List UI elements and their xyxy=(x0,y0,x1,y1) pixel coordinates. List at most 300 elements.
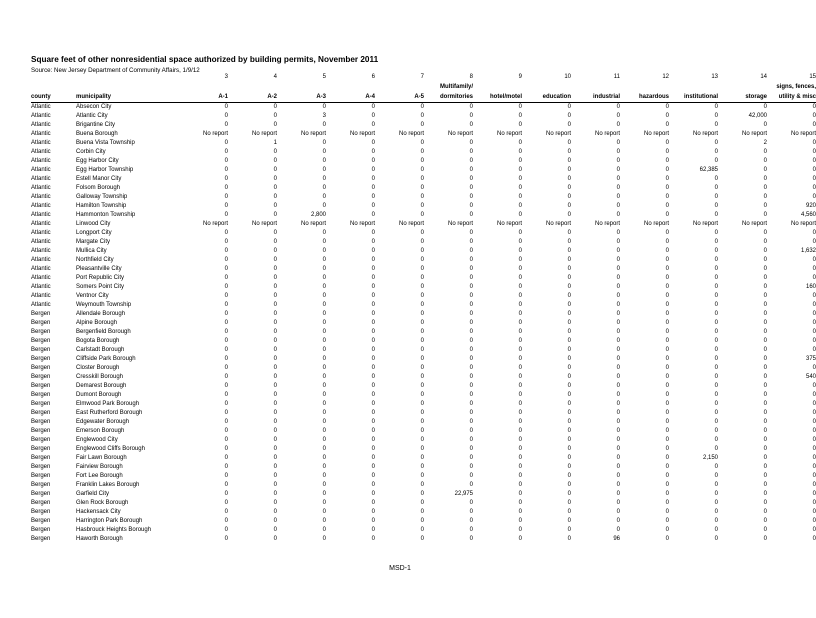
value-cell: 0 xyxy=(469,149,473,155)
value-cell: 0 xyxy=(763,266,767,272)
value-cell: 0 xyxy=(567,104,571,110)
value-cell: 0 xyxy=(322,437,326,443)
value-cell: 0 xyxy=(371,392,375,398)
value-cell: 0 xyxy=(273,257,277,263)
value-cell: 0 xyxy=(224,266,228,272)
value-cell: 0 xyxy=(371,338,375,344)
value-cell: 0 xyxy=(518,347,522,353)
value-cell: 0 xyxy=(812,185,816,191)
value-cell: 0 xyxy=(322,248,326,254)
county-cell: Atlantic xyxy=(31,194,51,200)
municipality-cell: Egg Harbor Township xyxy=(76,167,134,173)
value-cell: 0 xyxy=(567,536,571,542)
value-cell: 0 xyxy=(763,275,767,281)
county-cell: Bergen xyxy=(31,491,51,497)
header-cell: A-3 xyxy=(277,92,326,103)
value-cell: 22,975 xyxy=(454,491,473,497)
value-cell: 0 xyxy=(518,203,522,209)
municipality-cell: Bogota Borough xyxy=(76,338,120,344)
report-title: Square feet of other nonresidential space authorized by building permits, November 2011 xyxy=(31,55,379,64)
value-cell: No report xyxy=(545,221,571,227)
table-row xyxy=(31,328,816,337)
value-cell: 0 xyxy=(224,338,228,344)
value-cell: 0 xyxy=(518,536,522,542)
value-cell: 0 xyxy=(665,428,669,434)
county-cell: Atlantic xyxy=(31,302,51,308)
municipality-cell: Fort Lee Borough xyxy=(76,473,123,479)
value-cell: 0 xyxy=(714,509,718,515)
value-cell: 0 xyxy=(371,455,375,461)
value-cell: 0 xyxy=(714,203,718,209)
municipality-cell: Cresskill Borough xyxy=(76,374,124,380)
value-cell: 0 xyxy=(322,482,326,488)
county-cell: Bergen xyxy=(31,446,51,452)
county-cell: Bergen xyxy=(31,437,51,443)
value-cell: 0 xyxy=(224,509,228,515)
value-cell: 0 xyxy=(763,464,767,470)
county-cell: Atlantic xyxy=(31,248,51,254)
value-cell: 0 xyxy=(616,113,620,119)
value-cell: 0 xyxy=(371,149,375,155)
value-cell: 0 xyxy=(616,401,620,407)
value-cell: 0 xyxy=(567,149,571,155)
county-cell: Bergen xyxy=(31,410,51,416)
value-cell: 0 xyxy=(763,158,767,164)
county-cell: Atlantic xyxy=(31,257,51,263)
value-cell: 0 xyxy=(616,230,620,236)
value-cell: 0 xyxy=(322,428,326,434)
county-cell: Bergen xyxy=(31,509,51,515)
header-top-cell xyxy=(522,83,571,92)
table-row xyxy=(31,400,816,409)
value-cell: 0 xyxy=(322,284,326,290)
value-cell: 0 xyxy=(469,185,473,191)
value-cell: 0 xyxy=(812,149,816,155)
header-top-cell xyxy=(277,83,326,92)
value-cell: 0 xyxy=(665,446,669,452)
value-cell: 0 xyxy=(518,482,522,488)
value-cell: No report xyxy=(202,221,228,227)
municipality-cell: Closter Borough xyxy=(76,365,120,371)
value-cell: 0 xyxy=(469,122,473,128)
table-row xyxy=(31,508,816,517)
value-cell: 0 xyxy=(665,509,669,515)
value-cell: No report xyxy=(251,221,277,227)
value-cell: 0 xyxy=(812,275,816,281)
value-cell: 0 xyxy=(371,140,375,146)
value-cell: 0 xyxy=(273,536,277,542)
value-cell: 0 xyxy=(420,338,424,344)
value-cell: 0 xyxy=(420,401,424,407)
value-cell: 0 xyxy=(322,500,326,506)
value-cell: 0 xyxy=(469,329,473,335)
county-cell: Bergen xyxy=(31,473,51,479)
municipality-cell: Demarest Borough xyxy=(76,383,127,389)
county-cell: Atlantic xyxy=(31,293,51,299)
value-cell: 0 xyxy=(714,500,718,506)
value-cell: 0 xyxy=(469,158,473,164)
value-cell: 0 xyxy=(273,365,277,371)
value-cell: 0 xyxy=(812,473,816,479)
value-cell: 0 xyxy=(518,104,522,110)
value-cell: 0 xyxy=(763,482,767,488)
value-cell: 0 xyxy=(567,383,571,389)
value-cell: 0 xyxy=(518,527,522,533)
value-cell: 0 xyxy=(371,185,375,191)
value-cell: 0 xyxy=(420,320,424,326)
column-number: 14 xyxy=(760,74,767,80)
value-cell: 0 xyxy=(763,293,767,299)
value-cell: 0 xyxy=(371,383,375,389)
value-cell: 0 xyxy=(322,185,326,191)
value-cell: 0 xyxy=(812,311,816,317)
value-cell: 0 xyxy=(714,230,718,236)
county-cell: Atlantic xyxy=(31,221,51,227)
table-row xyxy=(31,175,816,184)
value-cell: 0 xyxy=(420,113,424,119)
value-cell: 0 xyxy=(469,176,473,182)
municipality-cell: Elmwood Park Borough xyxy=(76,401,140,407)
municipality-cell: Harrington Park Borough xyxy=(76,518,143,524)
value-cell: 0 xyxy=(812,329,816,335)
value-cell: 0 xyxy=(518,329,522,335)
value-cell: 0 xyxy=(812,167,816,173)
value-cell: 0 xyxy=(371,365,375,371)
value-cell: 0 xyxy=(273,347,277,353)
county-cell: Bergen xyxy=(31,329,51,335)
value-cell: 0 xyxy=(420,230,424,236)
value-cell: 0 xyxy=(518,428,522,434)
value-cell: 0 xyxy=(322,203,326,209)
value-cell: 0 xyxy=(273,509,277,515)
county-cell: Atlantic xyxy=(31,185,51,191)
value-cell: 0 xyxy=(616,194,620,200)
value-cell: 0 xyxy=(714,140,718,146)
county-cell: Atlantic xyxy=(31,176,51,182)
value-cell: 0 xyxy=(665,527,669,533)
value-cell: 0 xyxy=(518,311,522,317)
value-cell: 0 xyxy=(518,122,522,128)
value-cell: 0 xyxy=(469,356,473,362)
value-cell: 0 xyxy=(224,437,228,443)
value-cell: 0 xyxy=(322,266,326,272)
value-cell: 0 xyxy=(469,266,473,272)
value-cell: No report xyxy=(790,221,816,227)
value-cell: 0 xyxy=(812,230,816,236)
value-cell: No report xyxy=(496,221,522,227)
table-row xyxy=(31,517,816,526)
value-cell: 0 xyxy=(322,464,326,470)
value-cell: 0 xyxy=(322,149,326,155)
table-row xyxy=(31,472,816,481)
value-cell: 0 xyxy=(518,248,522,254)
value-cell: 0 xyxy=(322,527,326,533)
value-cell: 0 xyxy=(371,347,375,353)
value-cell: 0 xyxy=(371,491,375,497)
value-cell: 0 xyxy=(469,365,473,371)
value-cell: 0 xyxy=(518,158,522,164)
table-row xyxy=(31,112,816,121)
value-cell: 0 xyxy=(763,338,767,344)
value-cell: 0 xyxy=(322,392,326,398)
value-cell: 0 xyxy=(763,536,767,542)
value-cell: 0 xyxy=(273,104,277,110)
value-cell: 0 xyxy=(763,104,767,110)
value-cell: 0 xyxy=(763,122,767,128)
column-number: 6 xyxy=(371,74,375,80)
value-cell: 0 xyxy=(371,194,375,200)
column-number: 13 xyxy=(711,74,718,80)
county-cell: Bergen xyxy=(31,464,51,470)
value-cell: No report xyxy=(447,221,473,227)
value-cell: 0 xyxy=(273,113,277,119)
value-cell: 540 xyxy=(805,374,816,380)
value-cell: 0 xyxy=(665,239,669,245)
municipality-cell: Corbin City xyxy=(76,149,106,155)
value-cell: 0 xyxy=(273,374,277,380)
header-top-cell xyxy=(571,83,620,92)
value-cell: 0 xyxy=(665,320,669,326)
value-cell: 0 xyxy=(714,356,718,362)
value-cell: 0 xyxy=(665,167,669,173)
value-cell: 0 xyxy=(518,140,522,146)
county-cell: Atlantic xyxy=(31,158,51,164)
municipality-cell: Atlantic City xyxy=(76,113,108,119)
value-cell: 0 xyxy=(518,284,522,290)
value-cell: 0 xyxy=(812,527,816,533)
value-cell: 0 xyxy=(371,176,375,182)
value-cell: 0 xyxy=(616,509,620,515)
value-cell: 0 xyxy=(420,518,424,524)
value-cell: 0 xyxy=(616,257,620,263)
value-cell: 0 xyxy=(714,347,718,353)
value-cell: 2,800 xyxy=(310,212,326,218)
value-cell: 0 xyxy=(714,104,718,110)
value-cell: 0 xyxy=(812,491,816,497)
value-cell: 96 xyxy=(613,536,620,542)
column-number: 10 xyxy=(564,74,571,80)
value-cell: 0 xyxy=(665,284,669,290)
value-cell: 0 xyxy=(665,383,669,389)
value-cell: 0 xyxy=(420,347,424,353)
value-cell: 0 xyxy=(665,419,669,425)
value-cell: 0 xyxy=(518,266,522,272)
value-cell: 0 xyxy=(420,428,424,434)
value-cell: No report xyxy=(741,221,767,227)
municipality-cell: Ventnor City xyxy=(76,293,109,299)
value-cell: 0 xyxy=(567,176,571,182)
header-cell: dormitories xyxy=(424,92,473,103)
value-cell: 0 xyxy=(518,473,522,479)
county-cell: Atlantic xyxy=(31,230,51,236)
value-cell: 0 xyxy=(469,500,473,506)
value-cell: 0 xyxy=(469,140,473,146)
county-cell: Atlantic xyxy=(31,239,51,245)
header-top-cell: Multifamily/ xyxy=(439,84,473,90)
value-cell: 0 xyxy=(224,347,228,353)
value-cell: 0 xyxy=(224,104,228,110)
header-top-cell xyxy=(228,83,277,92)
value-cell: 0 xyxy=(567,428,571,434)
value-cell: 0 xyxy=(371,203,375,209)
header-cell: A-1 xyxy=(179,92,228,103)
value-cell: 0 xyxy=(567,365,571,371)
value-cell: 0 xyxy=(273,401,277,407)
value-cell: 0 xyxy=(616,347,620,353)
value-cell: 0 xyxy=(420,203,424,209)
value-cell: 0 xyxy=(616,329,620,335)
value-cell: 0 xyxy=(518,275,522,281)
value-cell: 0 xyxy=(812,428,816,434)
value-cell: 0 xyxy=(371,230,375,236)
value-cell: 0 xyxy=(518,410,522,416)
value-cell: 0 xyxy=(567,194,571,200)
value-cell: 0 xyxy=(322,302,326,308)
value-cell: 0 xyxy=(420,419,424,425)
value-cell: 0 xyxy=(322,383,326,389)
value-cell: 0 xyxy=(371,419,375,425)
value-cell: 0 xyxy=(518,419,522,425)
value-cell: 0 xyxy=(322,194,326,200)
value-cell: 0 xyxy=(322,239,326,245)
header-top-row xyxy=(31,83,816,92)
value-cell: 0 xyxy=(665,194,669,200)
value-cell: 0 xyxy=(420,356,424,362)
value-cell: 0 xyxy=(812,104,816,110)
value-cell: 0 xyxy=(224,419,228,425)
value-cell: 0 xyxy=(371,257,375,263)
county-cell: Bergen xyxy=(31,311,51,317)
municipality-cell: Glen Rock Borough xyxy=(76,500,129,506)
value-cell: 0 xyxy=(567,446,571,452)
table-row xyxy=(31,364,816,373)
table-row xyxy=(31,193,816,202)
value-cell: 0 xyxy=(616,149,620,155)
value-cell: 0 xyxy=(371,248,375,254)
value-cell: 0 xyxy=(763,365,767,371)
value-cell: 0 xyxy=(371,122,375,128)
value-cell: 0 xyxy=(371,212,375,218)
value-cell: 0 xyxy=(714,113,718,119)
value-cell: 0 xyxy=(469,419,473,425)
value-cell: 0 xyxy=(812,392,816,398)
value-cell: 0 xyxy=(567,185,571,191)
value-cell: 0 xyxy=(665,122,669,128)
value-cell: 0 xyxy=(812,536,816,542)
value-cell: 0 xyxy=(469,428,473,434)
value-cell: 0 xyxy=(322,176,326,182)
value-cell: 0 xyxy=(567,410,571,416)
value-cell: No report xyxy=(496,131,522,137)
value-cell: 0 xyxy=(273,437,277,443)
table-row xyxy=(31,256,816,265)
value-cell: 0 xyxy=(665,401,669,407)
value-cell: 0 xyxy=(224,365,228,371)
value-cell: 0 xyxy=(469,104,473,110)
value-cell: 0 xyxy=(224,311,228,317)
value-cell: 0 xyxy=(322,311,326,317)
value-cell: 0 xyxy=(616,275,620,281)
value-cell: 0 xyxy=(714,491,718,497)
value-cell: 0 xyxy=(224,293,228,299)
value-cell: 0 xyxy=(224,140,228,146)
table-row xyxy=(31,238,816,247)
header-cell: A-2 xyxy=(228,92,277,103)
value-cell: 0 xyxy=(567,311,571,317)
municipality-cell: Estell Manor City xyxy=(76,176,122,182)
value-cell: No report xyxy=(643,131,669,137)
value-cell: 0 xyxy=(469,383,473,389)
value-cell: 0 xyxy=(273,455,277,461)
value-cell: 0 xyxy=(224,185,228,191)
value-cell: 0 xyxy=(371,104,375,110)
value-cell: 0 xyxy=(469,302,473,308)
value-cell: 0 xyxy=(763,302,767,308)
value-cell: 0 xyxy=(714,518,718,524)
value-cell: 0 xyxy=(518,194,522,200)
value-cell: 0 xyxy=(371,473,375,479)
value-cell: 0 xyxy=(567,302,571,308)
value-cell: 0 xyxy=(567,356,571,362)
table-row xyxy=(31,139,816,148)
value-cell: No report xyxy=(349,221,375,227)
value-cell: 0 xyxy=(714,419,718,425)
value-cell: 0 xyxy=(273,482,277,488)
value-cell: 0 xyxy=(273,320,277,326)
table-row xyxy=(31,382,816,391)
value-cell: No report xyxy=(692,221,718,227)
value-cell: 0 xyxy=(469,212,473,218)
value-cell: 0 xyxy=(273,527,277,533)
value-cell: 0 xyxy=(714,302,718,308)
value-cell: 160 xyxy=(805,284,816,290)
municipality-cell: Margate City xyxy=(76,239,111,245)
value-cell: 0 xyxy=(518,455,522,461)
column-number: 8 xyxy=(469,74,473,80)
value-cell: 0 xyxy=(420,257,424,263)
municipality-cell: Emerson Borough xyxy=(76,428,125,434)
value-cell: 0 xyxy=(469,338,473,344)
value-cell: 0 xyxy=(812,383,816,389)
value-cell: No report xyxy=(300,131,326,137)
value-cell: 0 xyxy=(714,482,718,488)
value-cell: 0 xyxy=(763,428,767,434)
value-cell: 0 xyxy=(224,446,228,452)
value-cell: 0 xyxy=(567,464,571,470)
value-cell: 0 xyxy=(420,185,424,191)
value-cell: 0 xyxy=(518,293,522,299)
value-cell: 0 xyxy=(812,419,816,425)
value-cell: 0 xyxy=(224,527,228,533)
table-row xyxy=(31,409,816,418)
value-cell: 0 xyxy=(714,374,718,380)
value-cell: 0 xyxy=(616,518,620,524)
value-cell: 0 xyxy=(371,302,375,308)
value-cell: 0 xyxy=(714,401,718,407)
value-cell: No report xyxy=(349,131,375,137)
value-cell: 0 xyxy=(812,239,816,245)
value-cell: 0 xyxy=(763,329,767,335)
value-cell: 0 xyxy=(812,410,816,416)
value-cell: 0 xyxy=(273,158,277,164)
value-cell: 0 xyxy=(567,527,571,533)
municipality-cell: Englewood Cliffs Borough xyxy=(76,446,145,452)
county-cell: Bergen xyxy=(31,500,51,506)
value-cell: 0 xyxy=(616,140,620,146)
value-cell: 0 xyxy=(420,194,424,200)
value-cell: 0 xyxy=(371,239,375,245)
value-cell: 0 xyxy=(665,473,669,479)
